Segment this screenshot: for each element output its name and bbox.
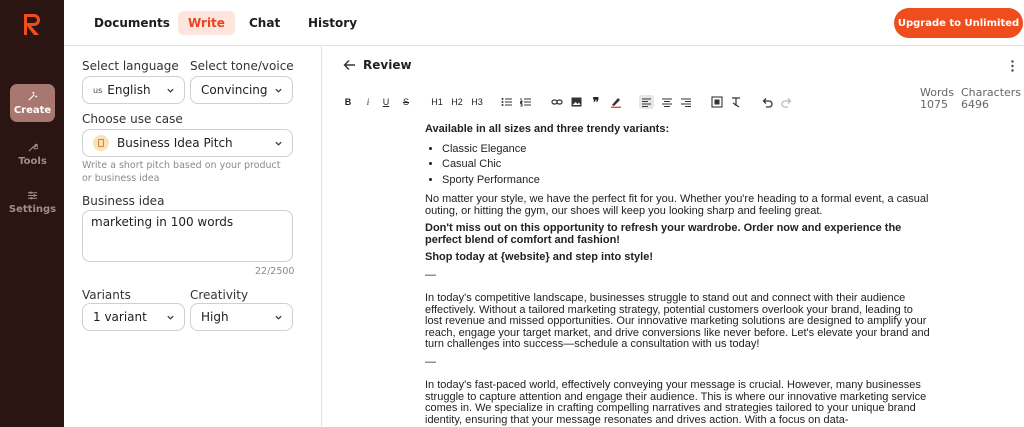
magic-sparkle-icon: [27, 91, 38, 102]
rail-item-label: Settings: [8, 203, 57, 215]
rail-item-settings[interactable]: [10, 183, 55, 221]
document-icon: [93, 135, 109, 151]
words-label: Words: [920, 86, 955, 99]
characters-value: 6496: [961, 98, 989, 111]
fullscreen-icon[interactable]: [711, 95, 723, 109]
usecase-label: Choose use case: [82, 112, 183, 126]
chevron-down-icon: [274, 139, 283, 148]
redo-icon[interactable]: [781, 95, 793, 109]
variants-list: [442, 142, 930, 189]
align-right-icon[interactable]: [680, 95, 692, 109]
quote-icon[interactable]: ❞: [592, 95, 600, 109]
clear-format-icon[interactable]: [730, 95, 742, 109]
variants-value: 1 variant: [93, 310, 147, 324]
bullet-list-icon[interactable]: [501, 95, 513, 109]
more-options-icon[interactable]: [1011, 60, 1014, 72]
heading3-button[interactable]: H3: [471, 97, 483, 107]
page-title: Review: [363, 58, 412, 72]
tone-label: Select tone/voice: [190, 59, 294, 73]
strikethrough-icon[interactable]: S: [402, 97, 409, 107]
language-value: English: [107, 83, 151, 97]
creativity-label: Creativity: [190, 288, 249, 302]
business-idea-label: Business idea: [82, 194, 165, 208]
bold-icon[interactable]: B: [344, 97, 352, 107]
char-counter: 22/2500: [255, 266, 295, 277]
chevron-down-icon: [274, 86, 283, 95]
creativity-select[interactable]: [190, 303, 293, 331]
undo-icon[interactable]: [761, 95, 773, 109]
doc-paragraph: In today's fast-paced world, effectively conveying your message is crucial. However, many businesses struggle to capture attention and engage their audience. This is where our innovative marketing service comes in. We specialize in crafting compelling narratives and strategies tailored to your unique brand identity, ensuring that your message resonates and drives action. With a focus on data-: [425, 379, 927, 426]
italic-icon[interactable]: i: [366, 97, 370, 107]
wrench-icon: [27, 142, 38, 153]
variants-label: Variants: [82, 288, 131, 302]
tab-documents[interactable]: Documents: [94, 16, 170, 30]
language-label: Select language: [82, 59, 179, 73]
word-count: [920, 87, 954, 111]
business-idea-input[interactable]: marketing in 100 words: [82, 210, 293, 262]
align-left-icon[interactable]: [639, 95, 654, 109]
character-count: [961, 87, 1021, 111]
rail-item-label: Create: [13, 104, 52, 116]
doc-paragraph: No matter your style, we have the perfect fit for you. Whether you're heading to a formal event, a casual outing, or hitting the gym, our shoes will keep you looking sharp and feeling great.: [425, 193, 929, 217]
sliders-icon: [27, 190, 38, 201]
settings-panel: [64, 45, 322, 427]
tab-history[interactable]: History: [308, 16, 358, 30]
us-flag-icon: us: [93, 85, 103, 95]
highlighter-icon[interactable]: [610, 95, 622, 109]
tab-write[interactable]: Write: [178, 11, 235, 35]
chevron-down-icon: [274, 313, 283, 322]
doc-paragraph: Don't miss out on this opportunity to refresh your wardrobe. Order now and experience the perfect blend of comfort and fashion!: [425, 222, 902, 246]
rail-item-label: Tools: [18, 155, 47, 167]
heading1-button[interactable]: H1: [431, 97, 443, 107]
document-body[interactable]: [425, 124, 930, 427]
top-nav: [64, 0, 1024, 45]
tone-value: Convincing: [201, 83, 268, 97]
usecase-value: Business Idea Pitch: [117, 136, 233, 150]
rail-item-create[interactable]: [10, 84, 55, 122]
chevron-down-icon: [166, 86, 175, 95]
tone-select[interactable]: [190, 76, 293, 104]
numbered-list-icon[interactable]: [520, 95, 532, 109]
upgrade-button[interactable]: Upgrade to Unlimited: [894, 8, 1023, 38]
editor-panel: [323, 45, 1024, 427]
heading2-button[interactable]: H2: [451, 97, 463, 107]
characters-label: Characters: [961, 86, 1022, 99]
usecase-select[interactable]: [82, 129, 293, 157]
align-center-icon[interactable]: [661, 95, 673, 109]
image-icon[interactable]: [571, 95, 582, 109]
underline-icon[interactable]: U: [382, 97, 390, 107]
separator: —: [425, 355, 436, 368]
rail-item-tools[interactable]: [10, 135, 55, 173]
doc-paragraph: Shop today at {website} and step into style!: [425, 251, 653, 263]
left-rail: [0, 0, 64, 427]
app-logo-icon[interactable]: [22, 12, 42, 36]
language-select[interactable]: [82, 76, 185, 104]
separator: —: [425, 268, 436, 281]
doc-paragraph: In today's competitive landscape, businesses struggle to stand out and connect with their audience effectively. Without a tailored marketing strategy, potential customers overlook your brand, leading to lost revenue and missed opportunities. Our innovative marketing solutions are designed to amplify your reach, engage your target market, and drive conversions like never before. Let's elevate your brand and turn challenges into success—schedule a consultation with us today!: [425, 292, 930, 350]
variants-select[interactable]: [82, 303, 185, 331]
words-value: 1075: [920, 98, 948, 111]
usecase-hint: Write a short pitch based on your product or business idea: [82, 160, 281, 184]
list-item: • Classic Elegance: [442, 142, 930, 158]
back-arrow-icon[interactable]: [343, 59, 356, 71]
chevron-down-icon: [166, 313, 175, 322]
list-item: • Casual Chic: [442, 157, 930, 173]
tab-chat[interactable]: Chat: [249, 16, 281, 30]
list-item: • Sporty Performance: [442, 173, 930, 189]
doc-paragraph: Available in all sizes and three trendy variants:: [425, 123, 670, 135]
creativity-value: High: [201, 310, 229, 324]
link-icon[interactable]: [551, 95, 563, 109]
